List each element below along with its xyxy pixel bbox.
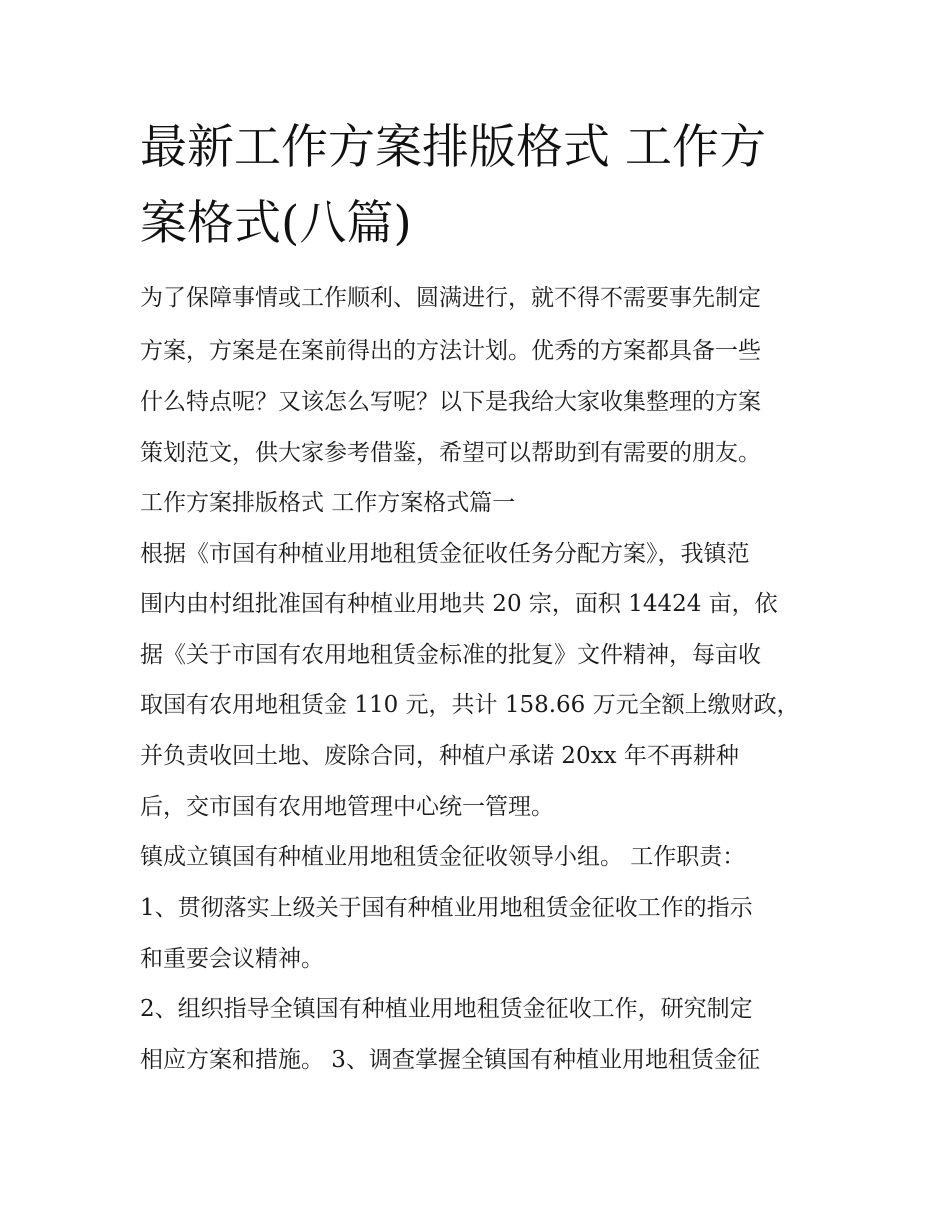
paragraph-line: 为了保障事情或工作顺利、圆满进行，就不得不需要事先制定	[140, 285, 761, 311]
list-item-line: 2、组织指导全镇国有种植业用地租赁金征收工作，研究制定	[140, 996, 753, 1022]
document-title-line-1: 最新工作方案排版格式 工作方	[140, 120, 766, 175]
paragraph-line: 镇成立镇国有种植业用地租赁金征收领导小组。 工作职责：	[140, 844, 746, 870]
paragraph-line: 策划范文，供大家参考借鉴，希望可以帮助到有需要的朋友。	[140, 440, 761, 466]
paragraph-line: 围内由村组批准国有种植业用地共 20 宗，面积 14424 亩，依	[140, 591, 778, 617]
list-item-line: 相应方案和措施。 3、调查掌握全镇国有种植业用地租赁金征	[140, 1047, 760, 1073]
paragraph-line: 根据《市国有种植业用地租赁金征收任务分配方案》，我镇范	[140, 541, 750, 567]
paragraph-line: 方案，方案是在案前得出的方法计划。优秀的方案都具备一些	[140, 338, 761, 364]
document-title-line-2: 案格式(八篇)	[140, 196, 412, 251]
paragraph-line: 并负责收回土地、废除合同，种植户承诺 20xx 年不再耕种	[140, 743, 739, 769]
paragraph-line: 取国有农用地租赁金 110 元，共计 158.66 万元全额上缴财政，	[140, 692, 800, 718]
paragraph-line: 后，交市国有农用地管理中心统一管理。	[140, 794, 554, 820]
list-item-line: 和重要会议精神。	[140, 946, 324, 972]
section-heading: 工作方案排版格式 工作方案格式篇一	[140, 490, 516, 516]
paragraph-line: 什么特点呢？又该怎么写呢？以下是我给大家收集整理的方案	[140, 389, 761, 415]
list-item-line: 1、贯彻落实上级关于国有种植业用地租赁金征收工作的指示	[140, 895, 753, 921]
paragraph-line: 据《关于市国有农用地租赁金标准的批复》文件精神，每亩收	[140, 642, 761, 668]
